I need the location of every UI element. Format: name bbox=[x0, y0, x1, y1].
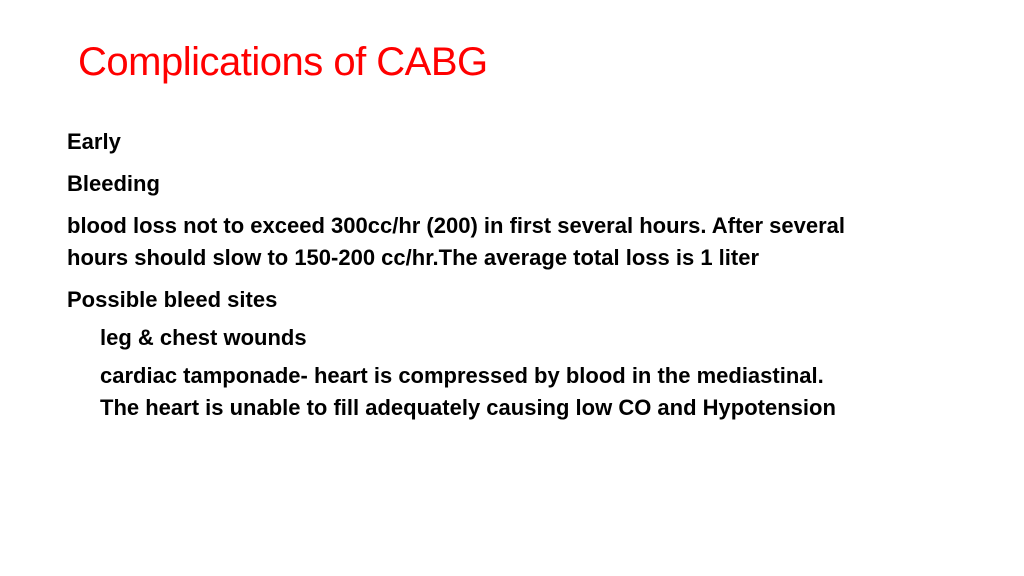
blood-loss-line-1: blood loss not to exceed 300cc/hr (200) in first several hours. After several bbox=[67, 213, 846, 238]
blood-loss-line-2: hours should slow to 150-200 cc/hr.The average total loss is 1 liter bbox=[67, 245, 760, 270]
slide-body bbox=[67, 126, 1007, 430]
paragraph-blood-loss bbox=[67, 210, 1007, 274]
slide-title: Complications of CABG bbox=[78, 40, 488, 84]
sub-item-leg-chest-wounds: leg & chest wounds bbox=[100, 325, 307, 350]
tamponade-line-2: The heart is unable to fill adequately causing low CO and Hypotension bbox=[100, 395, 836, 420]
paragraph-possible-bleed-sites: Possible bleed sites bbox=[67, 287, 278, 312]
paragraph-early: Early bbox=[67, 129, 121, 154]
tamponade-line-1: cardiac tamponade- heart is compressed by blood in the mediastinal. bbox=[100, 363, 824, 388]
paragraph-bleeding: Bleeding bbox=[67, 171, 160, 196]
sub-item-cardiac-tamponade bbox=[67, 360, 1007, 424]
